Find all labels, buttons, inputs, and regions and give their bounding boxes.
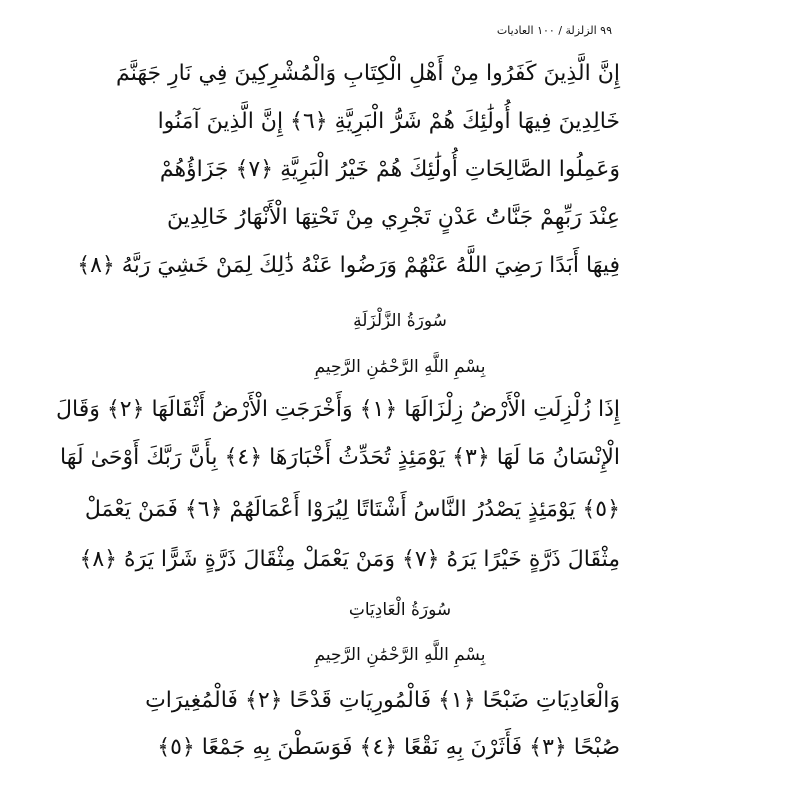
verse-line: عِنْدَ رَبِّهِمْ جَنَّاتُ عَدْنٍ تَجْرِي مِنْ تَحْتِهَا الْأَنْهَارُ خَالِدِينَ — [167, 205, 620, 230]
verse-line: مِثْقَالَ ذَرَّةٍ خَيْرًا يَرَهُ ﴿٧﴾ وَمَنْ يَعْمَلْ مِثْقَالَ ذَرَّةٍ شَرًّا يَرَهُ ﴿٨﴾ — [79, 547, 620, 572]
surah-title-zalzalah: سُورَةُ الزَّلْزَلَةِ — [353, 311, 447, 331]
verse-line: وَعَمِلُوا الصَّالِحَاتِ أُولَٰئِكَ هُمْ خَيْرُ الْبَرِيَّةِ ﴿٧﴾ جَزَاؤُهُمْ — [159, 157, 620, 182]
verse-line: وَالْعَادِيَاتِ ضَبْحًا ﴿١﴾ فَالْمُورِيَاتِ قَدْحًا ﴿٢﴾ فَالْمُغِيرَاتِ — [145, 688, 620, 713]
verse-line: الْإِنْسَانُ مَا لَهَا ﴿٣﴾ يَوْمَئِذٍ تُحَدِّثُ أَخْبَارَهَا ﴿٤﴾ بِأَنَّ رَبَّكَ أَوْحَىٰ لَهَا — [60, 445, 620, 470]
surah-title-adiyat: سُورَةُ الْعَادِيَاتِ — [348, 600, 452, 620]
verse-line: إِنَّ الَّذِينَ كَفَرُوا مِنْ أَهْلِ الْكِتَابِ وَالْمُشْرِكِينَ فِي نَارِ جَهَنَّمَ — [116, 61, 620, 86]
verse-line: فِيهَا أَبَدًا رَضِيَ اللَّهُ عَنْهُمْ وَرَضُوا عَنْهُ ذَٰلِكَ لِمَنْ خَشِيَ رَبَّهُ ﴿٨﴾ — [77, 253, 620, 278]
basmala: بِسْمِ اللَّهِ الرَّحْمَٰنِ الرَّحِيمِ — [314, 645, 486, 665]
basmala: بِسْمِ اللَّهِ الرَّحْمَٰنِ الرَّحِيمِ — [314, 357, 486, 377]
verse-line: صُبْحًا ﴿٣﴾ فَأَثَرْنَ بِهِ نَقْعًا ﴿٤﴾ فَوَسَطْنَ بِهِ جَمْعًا ﴿٥﴾ — [157, 735, 620, 760]
verse-line: إِذَا زُلْزِلَتِ الْأَرْضُ زِلْزَالَهَا ﴿١﴾ وَأَخْرَجَتِ الْأَرْضُ أَثْقَالَهَا ﴿٢﴾ وَقَالَ — [56, 397, 620, 422]
verse-line: خَالِدِينَ فِيهَا أُولَٰئِكَ هُمْ شَرُّ الْبَرِيَّةِ ﴿٦﴾ إِنَّ الَّذِينَ آمَنُوا — [157, 109, 620, 134]
page-header: ٩٩ الزلزلة / ١٠٠ العاديات — [496, 24, 612, 37]
verse-line: ﴿٥﴾ يَوْمَئِذٍ يَصْدُرُ النَّاسُ أَشْتَاتًا لِيُرَوْا أَعْمَالَهُمْ ﴿٦﴾ فَمَنْ يَعْمَلْ — [84, 497, 620, 522]
